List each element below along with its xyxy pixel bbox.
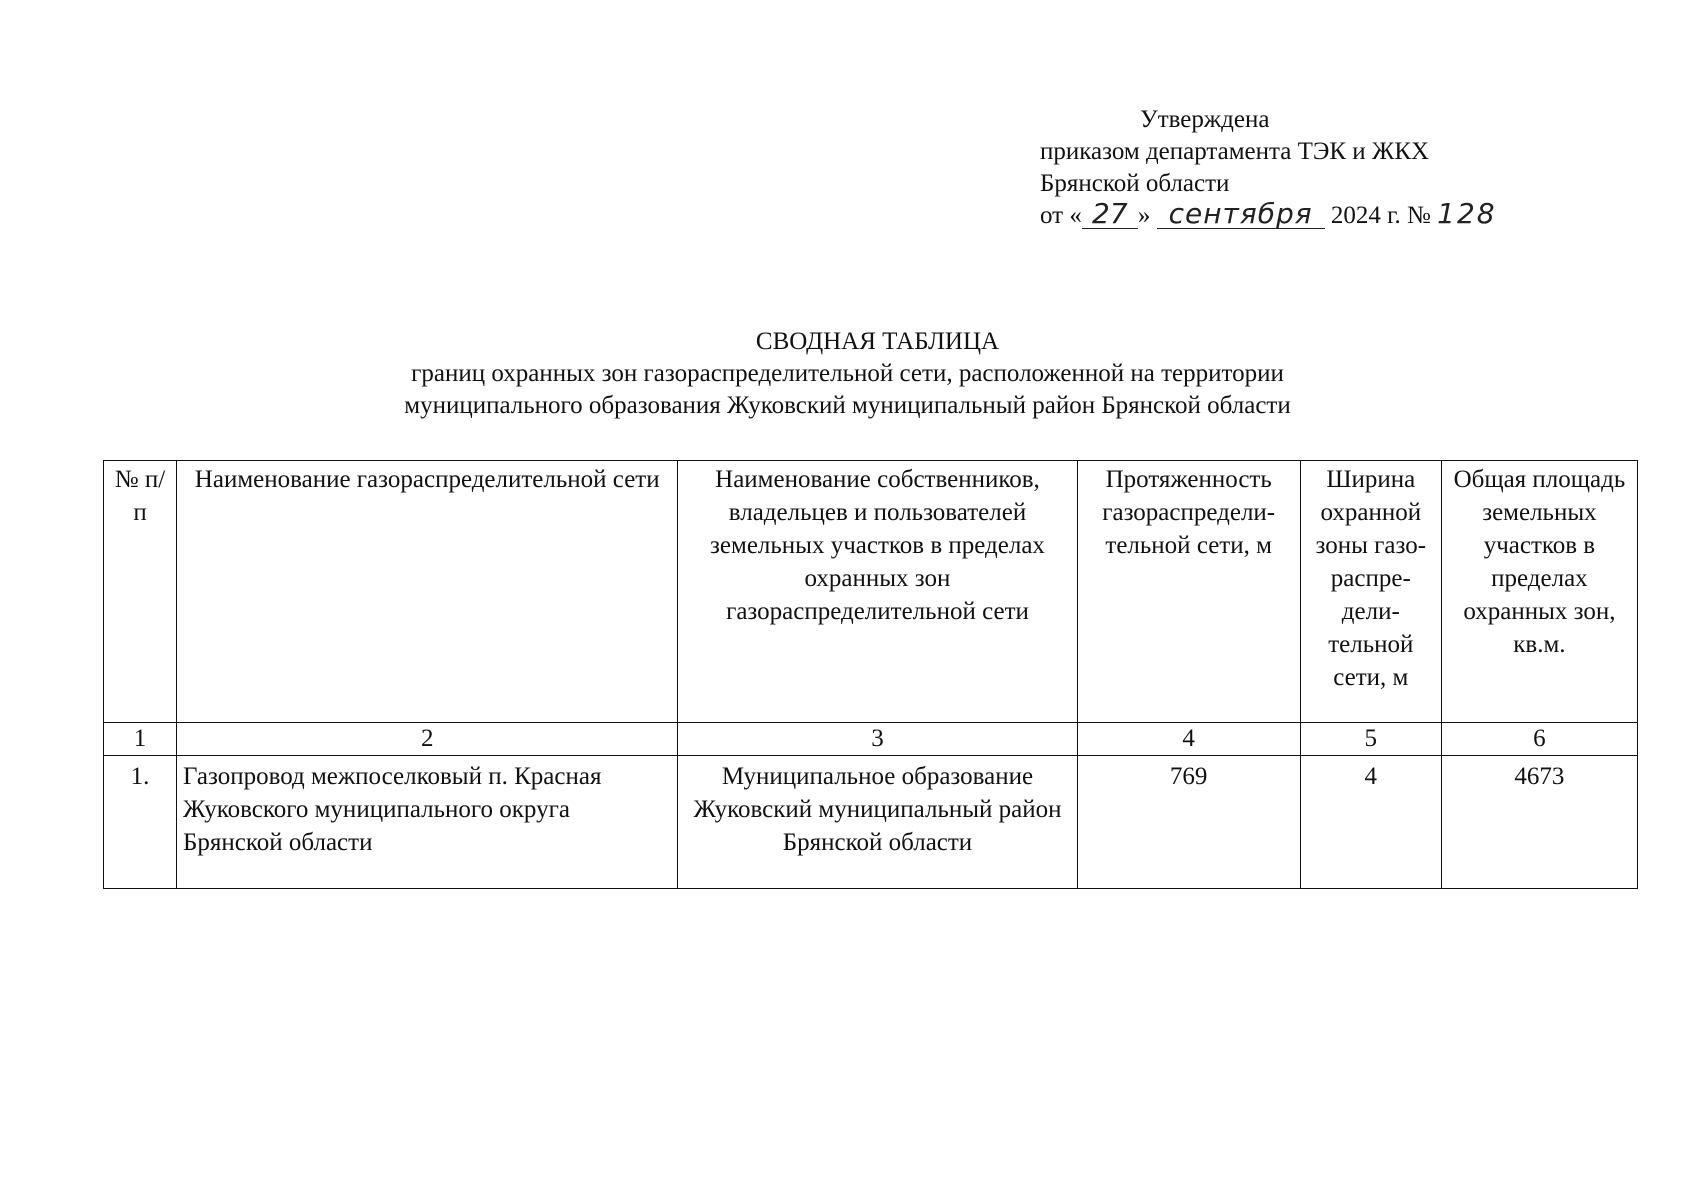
header-total-area: Общая площадь земельных участков в пределах охранных зон, кв.м. [1441,461,1637,723]
document-title: СВОДНАЯ ТАБЛИЦА [755,328,1000,355]
approval-block [1040,104,1527,232]
column-number: 2 [177,723,678,756]
row-network-name: Газопровод межпоселковый п. Красная Жуковского муниципального округа Брянской области [177,756,678,889]
row-number: 1. [104,756,177,889]
number-sign: № [1407,202,1431,229]
row-length: 769 [1077,756,1300,889]
column-number: 6 [1441,723,1637,756]
row-zone-width: 4 [1300,756,1441,889]
document-title-block [0,326,1695,422]
handwritten-month: сентября [1157,200,1325,229]
row-owners: Муниципальное образование Жуковский муниципальный район Брянской области [678,756,1077,889]
approval-date-line [1040,197,1527,232]
approval-region-line: Брянской области [1040,170,1230,197]
document-subtitle-line2: муниципального образования Жуковский муниципальный район Брянской области [404,392,1291,419]
header-length: Протяженность газораспредели-тельной сети, м [1077,461,1300,723]
column-number: 1 [104,723,177,756]
column-number: 4 [1077,723,1300,756]
header-network-name: Наименование газораспределительной сети [177,461,678,723]
approval-order-line: приказом департамента ТЭК и ЖКХ [1040,138,1430,165]
table-header-row [104,461,1638,723]
date-prefix: от « [1040,202,1082,229]
row-total-area: 4673 [1441,756,1637,889]
column-number: 5 [1300,723,1441,756]
handwritten-day: 27 [1082,200,1138,229]
date-mid: » [1137,202,1151,229]
handwritten-order-number: 128 [1437,197,1497,230]
date-year: 2024 г. [1330,202,1401,229]
table-row [104,756,1638,889]
header-zone-width: Ширина охранной зоны газо-распре-дели-тельной сети, м [1300,461,1441,723]
header-number: № п/п [104,461,177,723]
document-subtitle-line1: границ охранных зон газораспределительной сети, расположенной на территории [411,360,1284,387]
table-column-numbers-row [104,723,1638,756]
summary-table [103,460,1638,889]
header-owners: Наименование собственников, владельцев и пользователей земельных участков в пределах охранных зон газораспределительной сети [678,461,1077,723]
approval-title: Утверждена [1140,106,1270,133]
column-number: 3 [678,723,1077,756]
